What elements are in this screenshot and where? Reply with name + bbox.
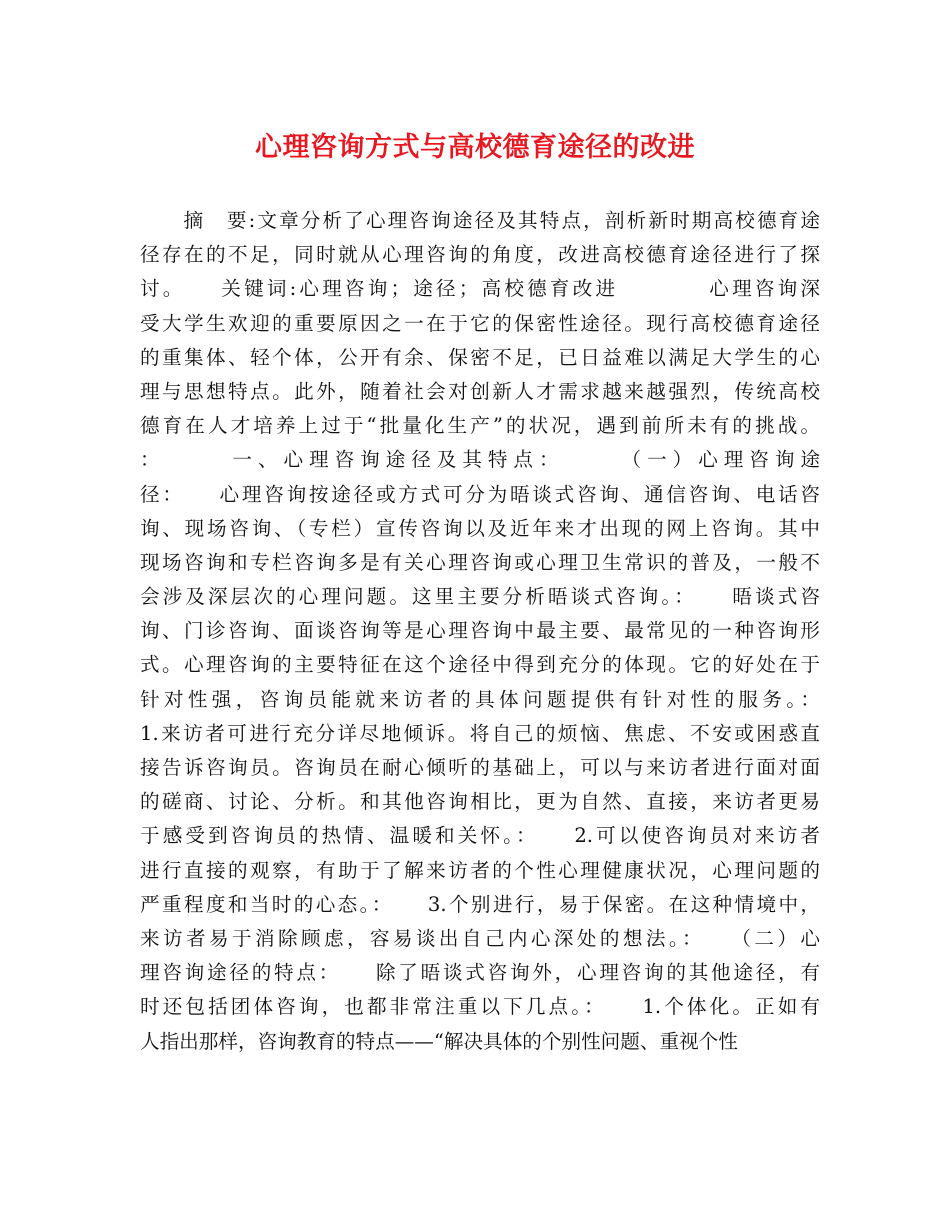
text-line: 理咨询途径的特点： 除了晤谈式咨询外，心理咨询的其他途径，有 [140, 961, 820, 985]
text-line: 严重程度和当时的心态。： 3.个别进行，易于保密。在这种情境中， [140, 892, 820, 916]
text-line: 询、门诊咨询、面谈咨询等是心理咨询中最主要、最常见的一种咨询形 [140, 619, 820, 643]
text-line: ： 一、心理咨询途径及其特点： （一）心理咨询途 [140, 448, 820, 472]
text-line: 的重集体、轻个体，公开有余、保密不足，已日益难以满足大学生的心 [140, 345, 820, 369]
text-line: 德育在人才培养上过于“批量化生产”的状况，遇到前所未有的挑战。 [140, 414, 820, 438]
text-line: 径： 心理咨询按途径或方式可分为晤谈式咨询、通信咨询、电话咨 [140, 482, 820, 506]
text-line: 人指出那样，咨询教育的特点——“解决具体的个别性问题、重视个性 [140, 1029, 738, 1053]
text-line: 现场咨询和专栏咨询多是有关心理咨询或心理卫生常识的普及，一般不 [140, 550, 820, 574]
document-body [140, 204, 820, 1059]
text-line: 来访者易于消除顾虑，容易谈出自己内心深处的想法。： （二）心 [140, 926, 820, 950]
text-line: 1.来访者可进行充分详尽地倾诉。将自己的烦恼、焦虑、不安或困惑直 [140, 721, 820, 745]
text-line: 会涉及深层次的心理问题。这里主要分析晤谈式咨询。： 晤谈式咨 [140, 585, 820, 609]
text-line: 于感受到咨询员的热情、温暖和关怀。： 2.可以使咨询员对来访者 [140, 824, 820, 848]
text-line: 讨。 关键词:心理咨询；途径；高校德育改进 心理咨询深 [140, 277, 820, 301]
text-line: 理与思想特点。此外，随着社会对创新人才需求越来越强烈，传统高校 [140, 379, 820, 403]
text-line: 摘 要:文章分析了心理咨询途径及其特点，剖析新时期高校德育途 [140, 209, 820, 232]
text-line: 进行直接的观察，有助于了解来访者的个性心理健康状况，心理问题的 [140, 858, 820, 882]
document-title: 心理咨询方式与高校德育途径的改进 [255, 132, 695, 163]
text-line: 径存在的不足，同时就从心理咨询的角度，改进高校德育途径进行了探 [140, 243, 820, 267]
text-line: 时还包括团体咨询，也都非常注重以下几点。： 1.个体化。正如有 [140, 995, 820, 1019]
text-line: 询、现场咨询、（专栏）宣传咨询以及近年来才出现的网上咨询。其中 [140, 516, 820, 540]
text-line: 接告诉咨询员。咨询员在耐心倾听的基础上，可以与来访者进行面对面 [140, 756, 820, 779]
text-line: 的磋商、讨论、分析。和其他咨询相比，更为自然、直接，来访者更易 [140, 790, 820, 814]
text-line: 受大学生欢迎的重要原因之一在于它的保密性途径。现行高校德育途径 [140, 311, 820, 335]
text-line: 针对性强，咨询员能就来访者的具体问题提供有针对性的服务。： [140, 687, 820, 711]
text-line: 式。心理咨询的主要特征在这个途径中得到充分的体现。它的好处在于 [140, 653, 820, 677]
